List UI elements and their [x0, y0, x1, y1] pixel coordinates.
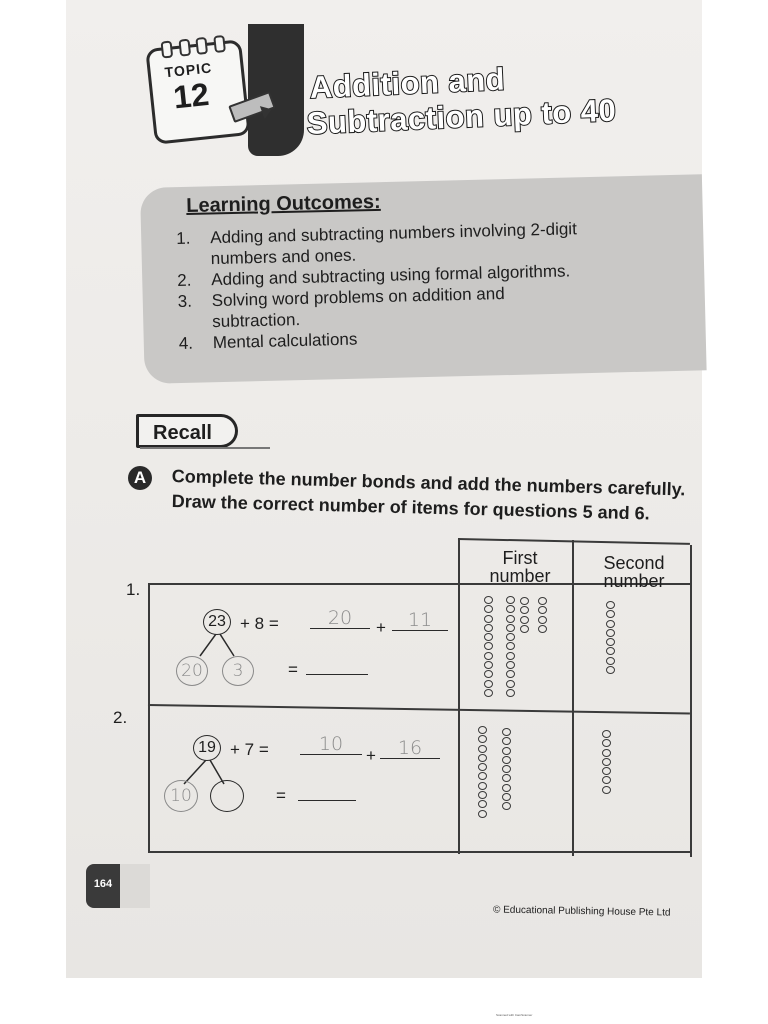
bead: [506, 633, 515, 641]
col-header-second: Second number: [603, 553, 665, 591]
bead: [484, 596, 493, 604]
list-item: numbers and ones.: [210, 245, 357, 269]
table-divider: [690, 545, 692, 857]
bead: [484, 689, 493, 697]
plus-sign: +: [366, 746, 376, 765]
bead: [506, 615, 515, 623]
learning-outcomes-list: [176, 215, 709, 354]
list-item: 4. Mental calculations: [178, 329, 358, 353]
equation-row-2: + 7 =: [230, 740, 269, 759]
instruction-line-2: Draw the correct number of items for questions 5 and 6.: [171, 491, 650, 524]
bead: [606, 610, 615, 618]
number-bond-part[interactable]: 3: [222, 656, 254, 686]
plus-sign: +: [376, 618, 386, 637]
bead: [606, 647, 615, 655]
bead-column: [606, 601, 615, 675]
bead: [506, 652, 515, 660]
learning-outcomes-heading: Learning Outcomes:: [186, 190, 381, 217]
bead-column: [478, 726, 487, 819]
list-item: 1. Adding and subtracting numbers involving 2-digit: [176, 219, 578, 248]
bead: [502, 728, 511, 736]
number-bond-part[interactable]: 10: [164, 780, 198, 812]
bead: [506, 680, 515, 688]
bead: [484, 633, 493, 641]
bead: [484, 615, 493, 623]
bead: [484, 680, 493, 688]
bead: [506, 661, 515, 669]
number-bond-part[interactable]: 20: [176, 656, 208, 686]
question-number: 1.: [126, 580, 141, 599]
bead: [502, 793, 511, 801]
bead: [506, 624, 515, 632]
bead: [478, 782, 487, 790]
bead: [502, 774, 511, 782]
bead: [606, 620, 615, 628]
answer-blank[interactable]: 11: [392, 610, 448, 631]
bead: [484, 605, 493, 613]
bead: [484, 652, 493, 660]
list-item: 2. Adding and subtracting using formal algorithms.: [177, 261, 571, 290]
bead: [502, 737, 511, 745]
scanner-watermark: Scanned with CamScanner: [496, 1013, 533, 1017]
divider: [140, 447, 270, 449]
bead: [602, 758, 611, 766]
bead: [606, 629, 615, 637]
col-header-first: First number: [489, 548, 551, 586]
number-bond-part-empty[interactable]: [210, 780, 244, 812]
bead: [478, 800, 487, 808]
page-title-line-2: Subtraction up to 40: [306, 92, 617, 141]
bead: [502, 784, 511, 792]
equals-sign: =: [288, 660, 298, 679]
bead: [602, 767, 611, 775]
topic-dark-block: [248, 24, 304, 156]
bead-column: [520, 597, 529, 634]
bead: [478, 745, 487, 753]
answer-blank[interactable]: [306, 666, 368, 675]
answer-blank[interactable]: [298, 792, 356, 801]
bead: [484, 661, 493, 669]
number-bond-whole: 23: [203, 609, 231, 635]
bead: [606, 666, 615, 674]
equals-sign: =: [276, 786, 286, 805]
bead: [602, 786, 611, 794]
bead-column: [602, 730, 611, 795]
bead: [478, 791, 487, 799]
bead: [538, 597, 547, 605]
bead: [478, 772, 487, 780]
bead: [502, 802, 511, 810]
bead-column: [538, 597, 547, 634]
bead: [484, 642, 493, 650]
bead: [484, 624, 493, 632]
bead: [484, 670, 493, 678]
bead: [506, 670, 515, 678]
bead: [502, 765, 511, 773]
bead: [506, 642, 515, 650]
page-number: 164: [86, 864, 120, 908]
bead: [520, 616, 529, 624]
table-divider: [458, 538, 460, 854]
bead: [606, 657, 615, 665]
page-number-tab: [120, 864, 150, 908]
bead-column: [502, 728, 511, 812]
bead: [478, 754, 487, 762]
bead: [538, 616, 547, 624]
bead: [602, 749, 611, 757]
page-title-line-1: Addition and: [309, 61, 506, 105]
topic-number: 12: [171, 75, 211, 116]
bead: [520, 606, 529, 614]
topic-calendar-icon: [145, 39, 251, 145]
bead: [506, 605, 515, 613]
bead: [478, 735, 487, 743]
bead: [506, 689, 515, 697]
bead: [538, 625, 547, 633]
bead: [478, 726, 487, 734]
list-item: subtraction.: [212, 309, 301, 332]
recall-heading: Recall: [136, 414, 238, 448]
list-item: 3. Solving word problems on addition and: [177, 283, 505, 311]
bead: [506, 596, 515, 604]
topic-label: TOPIC: [163, 59, 213, 81]
answer-blank[interactable]: 16: [380, 738, 440, 759]
bead: [602, 776, 611, 784]
bead: [478, 810, 487, 818]
instruction-line-1: Complete the number bonds and add the numbers carefully.: [171, 466, 686, 500]
bead: [502, 747, 511, 755]
bead: [606, 638, 615, 646]
table-divider: [572, 540, 574, 856]
copyright-notice: © Educational Publishing House Pte Ltd: [492, 904, 671, 919]
section-a-badge: A: [128, 466, 152, 490]
bead: [502, 756, 511, 764]
bead: [606, 601, 615, 609]
number-bond-whole: 19: [193, 735, 221, 761]
equation-row-1: + 8 =: [240, 614, 279, 633]
answer-blank[interactable]: 20: [310, 608, 370, 629]
answer-blank[interactable]: 10: [300, 734, 362, 755]
bead-column: [506, 596, 515, 698]
bead: [520, 625, 529, 633]
bead-column: [484, 596, 493, 698]
bead: [520, 597, 529, 605]
bead: [538, 606, 547, 614]
bead: [602, 739, 611, 747]
question-number: 2.: [113, 708, 128, 727]
bottom-margin: [0, 978, 768, 1024]
bead: [602, 730, 611, 738]
bead: [478, 763, 487, 771]
